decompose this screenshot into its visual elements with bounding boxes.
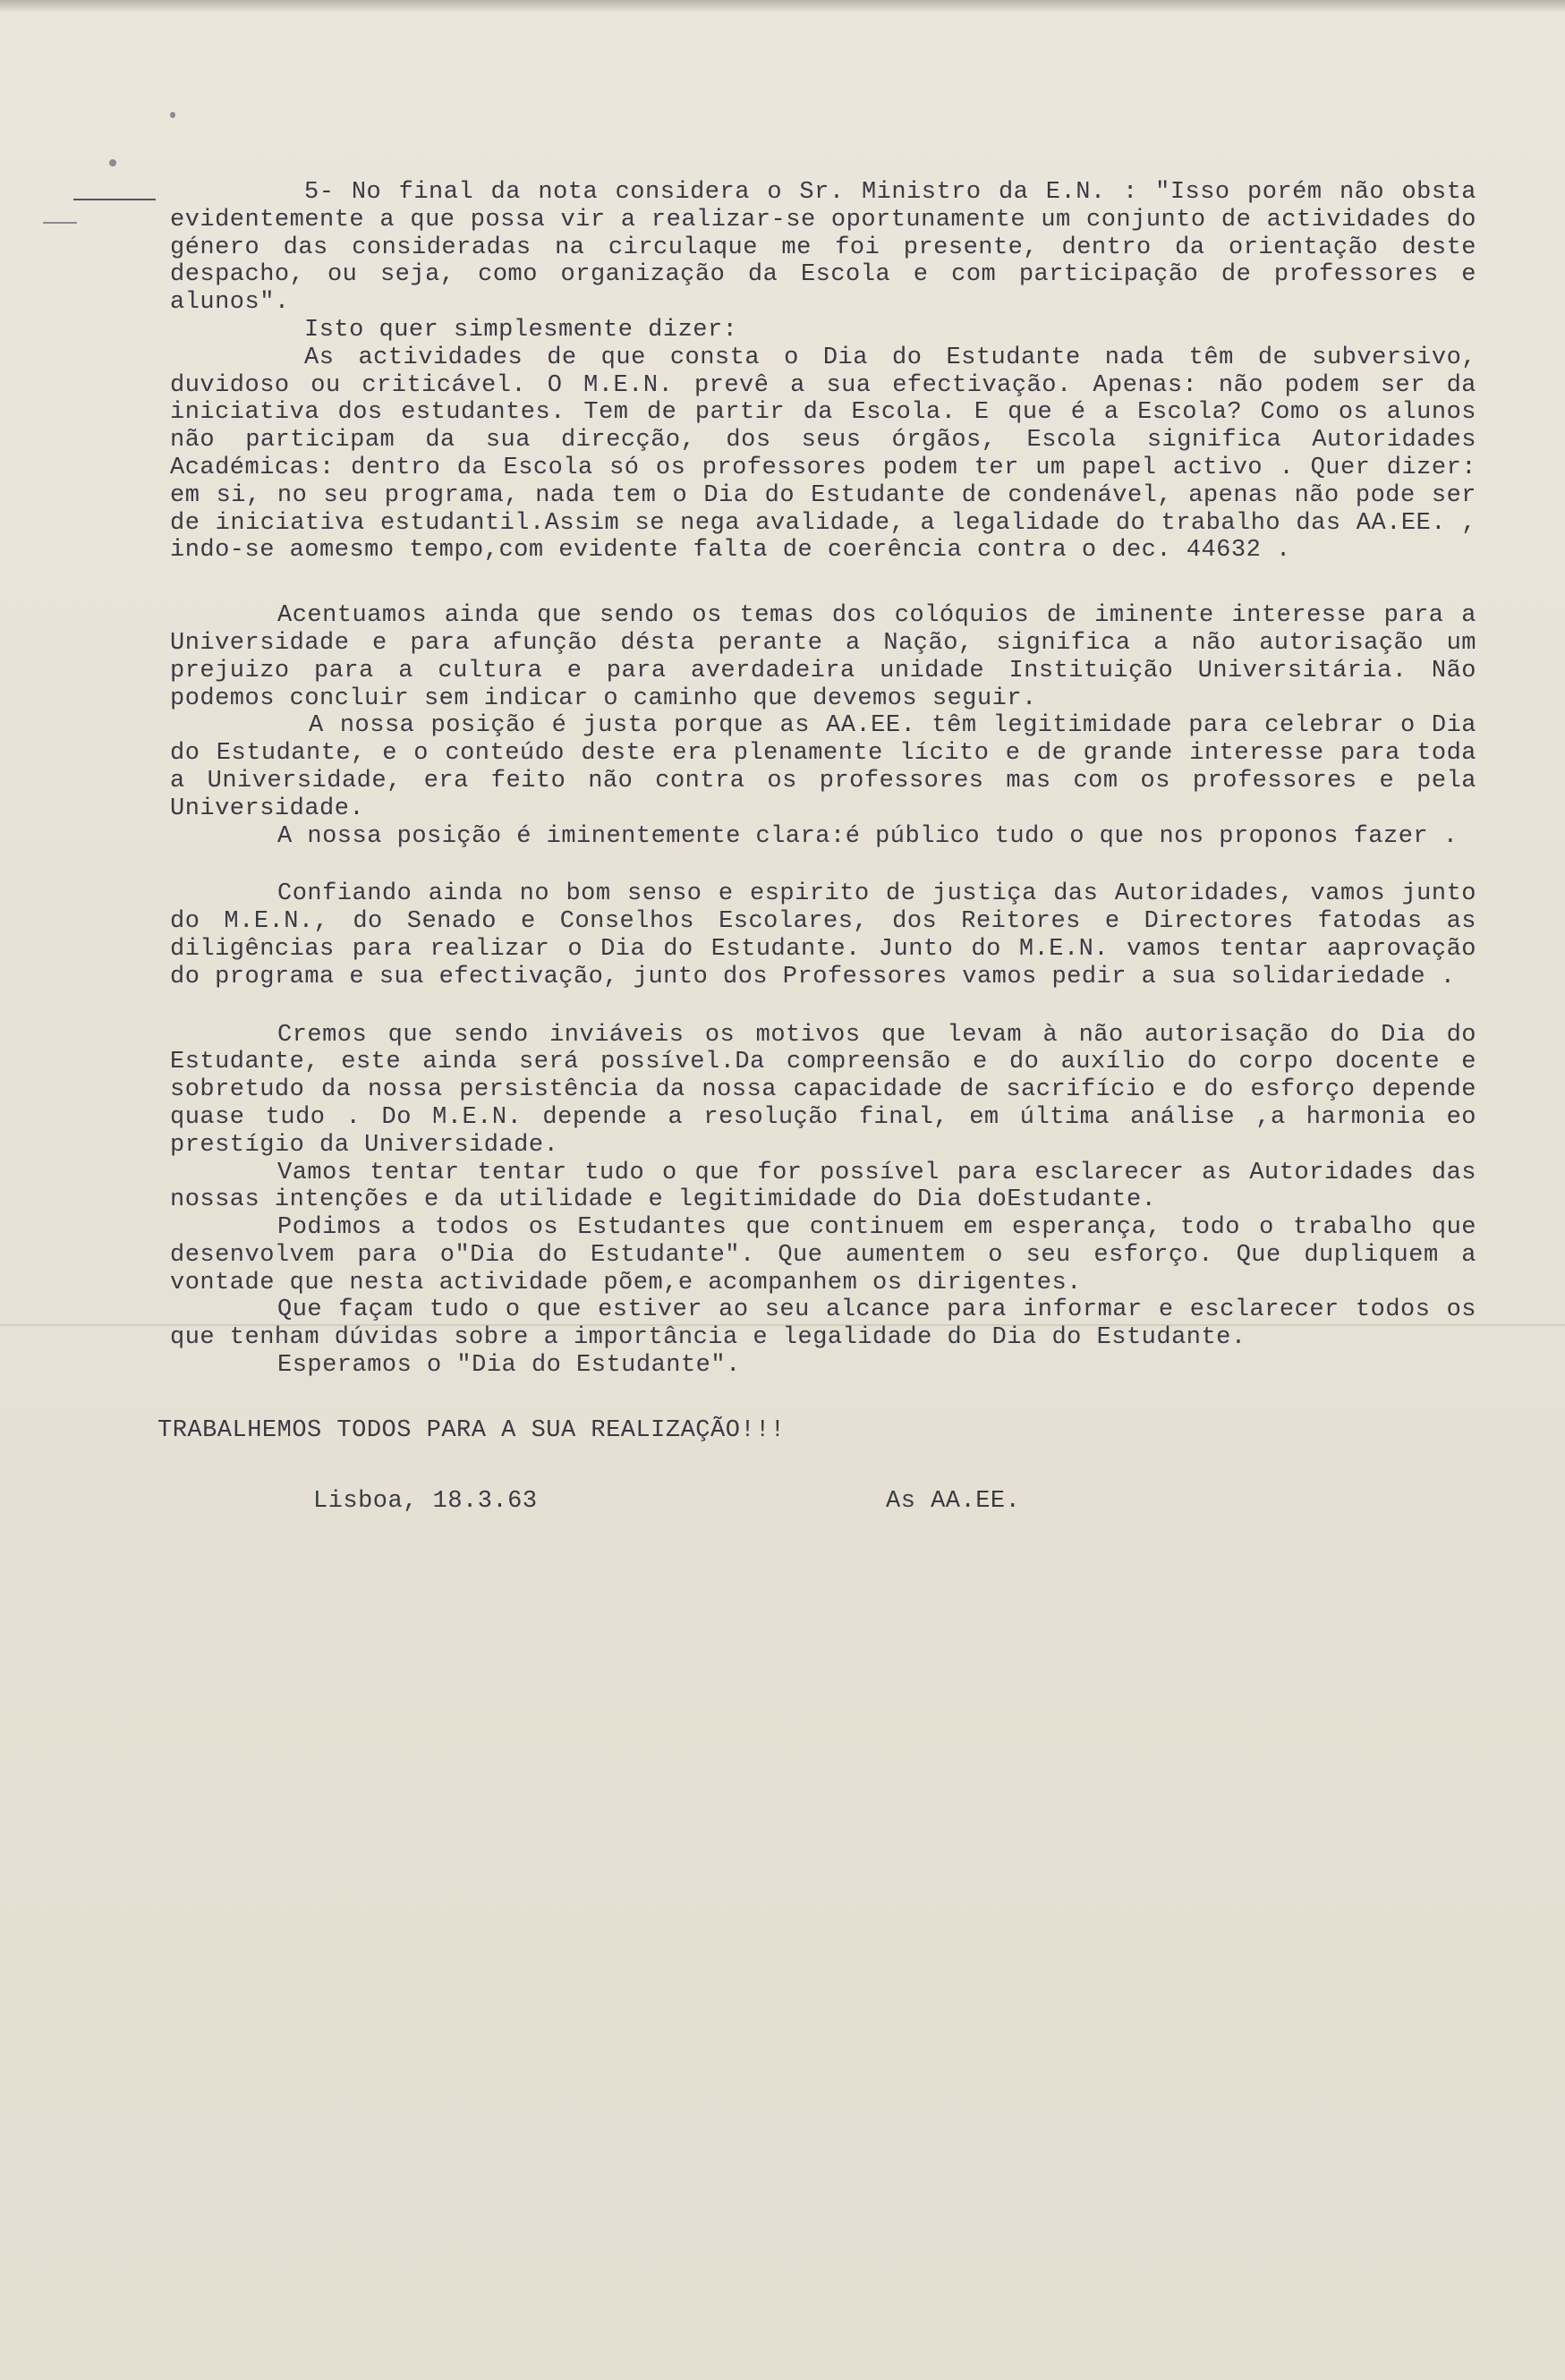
paragraph-point-5: 5- No final da nota considera o Sr. Ministro da E.N. : "Isso porém não obsta evidentemente a que possa vir a realizar-se oportunamente um conjunto de actividades do género das consideradas na circulaque me foi presente, dentro da orientação deste despacho, ou seja, como organização da Escola e com participação de professores e alunos". [170, 179, 1476, 317]
paragraph-believe: Cremos que sendo inviáveis os motivos que levam à não autorisação do Dia do Estudante, este ainda será possível.Da compreensão e do auxílio do corpo docente e sobretudo da nossa persistência da nossa capacidade de sacrifício e do esforço depende quase tudo . Do M.E.N. depende a resolução final, em última análise ,a harmonia eo prestígio da Universidade. [170, 1021, 1476, 1159]
paper-speck [170, 112, 175, 118]
margin-mark-small [43, 222, 77, 224]
paragraph-confiding: Confiando ainda no bom senso e espirito de justiça das Autoridades, vamos junto do M.E.N., do Senado e Conselhos Escolares, dos Reitores e Directores fatodas as diligências para realizar o Dia do Estudante. Junto do M.E.N. vamos tentar aaprovação do programa e sua efectivação, junto dos Professores vamos pedir a sua solidariedade . [170, 880, 1476, 990]
paragraph-intro: Isto quer simplesmente dizer: [304, 316, 738, 344]
closing-call: TRABALHEMOS TODOS PARA A SUA REALIZAÇÃO!!! [157, 1416, 786, 1444]
paragraph-position-just: A nossa posição é justa porque as AA.EE. têm legitimidade para celebrar o Dia do Estudante, e o conteúdo deste era plenamente lícito e de grande interesse para toda a Universidade, era feito não contra os professores mas com os professores e pela Universidade. [170, 712, 1476, 822]
page-top-edge [0, 0, 1565, 13]
paragraph-request: Podimos a todos os Estudantes que continuem em esperança, todo o trabalho que desenvolvem para o"Dia do Estudante". Que aumentem o seu esforço. Que dupliquem a vontade que nesta actividade põem,e acompanhem os dirigentes. [170, 1214, 1476, 1296]
document-body [157, 179, 1476, 1515]
place-date: Lisboa, 18.3.63 [313, 1487, 538, 1515]
paper-speck [109, 159, 116, 166]
signers: As AA.EE. [886, 1487, 1021, 1515]
paragraph-try: Vamos tentar tentar tudo o que for possível para esclarecer as Autoridades das nossas intenções e da utilidade e legitimidade do Dia doEstudante. [170, 1159, 1476, 1214]
paragraph-position-clear: A nossa posição é iminentemente clara:é público tudo o que nos proponos fazer . [277, 822, 1459, 850]
paragraph-emphasis: Acentuamos ainda que sendo os temas dos colóquios de iminente interesse para a Universidade e para afunção désta perante a Nação, significa a não autorisação um prejuizo para a cultura e para averdadeira unidade Instituição Universitária. Não podemos concluir sem indicar o caminho que devemos seguir. [170, 602, 1476, 712]
paragraph-inform: Que façam tudo o que estiver ao seu alcance para informar e esclarecer todos os que tenham dúvidas sobre a importância e legalidade do Dia do Estudante. [170, 1296, 1476, 1352]
paragraph-analysis: As actividades de que consta o Dia do Estudante nada têm de subversivo, duvidoso ou criticável. O M.E.N. prevê a sua efectivação. Apenas: não podem ser da iniciativa dos estudantes. Tem de partir da Escola. E que é a Escola? Como os alunos não participam da sua direcção, dos seus órgãos, Escola significa Autoridades Académicas: dentro da Escola só os professores podem ter um papel activo . Quer dizer: em si, no seu programa, nada tem o Dia do Estudante de condenável, apenas não pode ser de iniciativa estudantil.Assim se nega avalidade, a legalidade do trabalho das AA.EE. , indo-se aomesmo tempo,com evidente falta de coerência contra o dec. 44632 . [170, 344, 1476, 565]
margin-mark [73, 199, 156, 200]
paragraph-expect: Esperamos o "Dia do Estudante". [277, 1352, 741, 1380]
signature-row [170, 1488, 1476, 1516]
